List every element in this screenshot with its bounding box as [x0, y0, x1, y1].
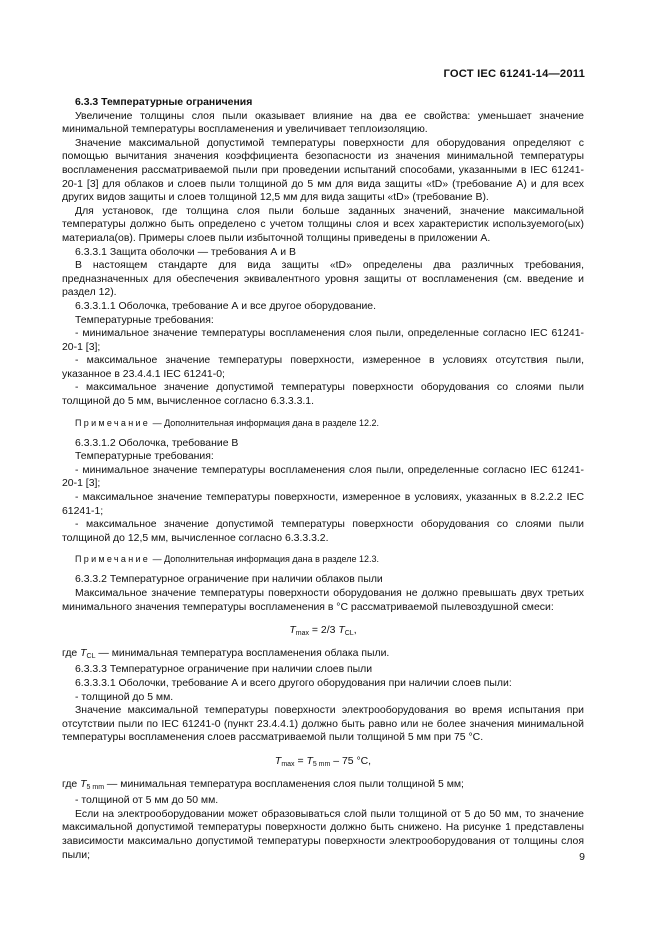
paragraph: Значение максимальной температуры поверхности электрооборудования во время испытания при отсутствии пыли по IEC 61241-0 (пункт 23.4.4.1) должно быть равно или не более значения минимальной температуры воспламенения слоев рассматриваемой пыли толщиной 5 мм при 75 °С.	[62, 705, 584, 744]
paragraph: Значение максимальной допустимой температуры поверхности для оборудования определяют с помощью вычитания значения коэффициента безопасности из значения минимальной температуры воспламенения рассматриваемой пыли при проведении испытаний способами, указанными в IEC 61241-20-1 [3] для облаков и слоев пыли толщиной до 5 мм для вида защиты «tD» (требование А) и для всех других видов защиты и слоев толщиной 12,5 мм для вида защиты «tD» (требование В).	[62, 137, 584, 204]
paragraph: Температурные требования:	[75, 451, 214, 463]
formula-explanation: где $T_{5 mm}$ — минимальная температура воспламенения слоя пыли толщиной 5 мм;	[62, 778, 464, 791]
paragraph: Увеличение толщины слоя пыли оказывает влияние на два ее свойства: уменьшает значение минимальной температуры воспламенения и увеличивает теплоизоляцию.	[62, 110, 584, 136]
note-text: — Дополнительная информация дана в разделе 12.2.	[152, 417, 380, 428]
note-text: — Дополнительная информация дана в разделе 12.3.	[152, 554, 380, 565]
note	[62, 553, 584, 565]
formula-tmax-layer: $T_{max} = T_{5 mm} - 75$ °С,	[274, 755, 372, 768]
list-item: - максимальное значение допустимой температуры поверхности оборудования со слоями пыли толщиной до 12,5 мм, вычисленное согласно 6.3.3.3.2.	[62, 519, 584, 544]
subsection-heading: 6.3.3.3.1 Оболочки, требование А и всего другого оборудования при наличии слоев пыли:	[75, 677, 512, 689]
list-item: - максимальное значение допустимой температуры поверхности оборудования со слоями пыли толщиной до 5 мм, вычисленное согласно 6.3.3.3.1.	[62, 382, 584, 408]
paragraph: Максимальное значение температуры поверхности оборудования не должно превышать двух третьих минимального значения температуры воспламенения в °С рассматриваемой пылевоздушной смеси:	[62, 588, 584, 613]
subsection-heading: 6.3.3.2 Температурное ограничение при наличии облаков пыли	[75, 574, 383, 586]
note-label: Примечание	[75, 554, 151, 565]
section-heading: 6.3.3 Температурные ограничения	[75, 97, 253, 108]
subsection-heading: 6.3.3.1.1 Оболочка, требование А и все другое оборудование.	[75, 300, 377, 312]
subsection-heading: 6.3.3.1.2 Оболочка, требование В	[75, 437, 239, 449]
subsection-heading: 6.3.3.3 Температурное ограничение при наличии слоев пыли	[75, 664, 373, 676]
formula-tmax-cloud: $T_{max} = 2/3$ $T_{CL}$,	[289, 625, 357, 638]
list-item: - толщиной до 5 мм.	[75, 691, 174, 703]
paragraph: Температурные требования:	[75, 314, 214, 326]
document-body	[62, 96, 584, 862]
page-number: 9	[579, 851, 585, 863]
document-header: ГОСТ IEC 61241-14—2011	[443, 68, 585, 80]
note	[62, 417, 584, 429]
list-item: - минимальное значение температуры воспламенения слоя пыли, определенные согласно IEC 61241-20-1 [3];	[62, 464, 584, 490]
list-item: - минимальное значение температуры воспламенения слоя пыли, определенные согласно IEC 61241-20-1 [3];	[62, 328, 584, 353]
formula-explanation: где $T_{CL}$ — минимальная температура воспламенения облака пыли.	[62, 647, 390, 660]
paragraph: Для установок, где толщина слоя пыли больше заданных значений, значение максимальной температуры должно быть определено с учетом толщины слоя и всех характеристик используемого(ых) материала(ов). Примеры слоев пыли избыточной толщины приведены в приложении А.	[62, 205, 584, 244]
paragraph: Если на электрооборудовании может образовываться слой пыли толщиной от 5 до 50 мм, то значение максимальной допустимой температуры поверхности должно быть снижено. На рисунке 1 представлены зависимости максимально допустимой температуры поверхности электрооборудования от толщины слоя пыли;	[62, 808, 584, 861]
note-label: Примечание	[75, 417, 151, 428]
list-item: - максимальное значение температуры поверхности, измеренное в условиях отсутствия пыли, указанное в 23.4.4.1 IEC 61241-0;	[62, 355, 584, 380]
list-item: - толщиной от 5 мм до 50 мм.	[75, 795, 219, 807]
list-item: - максимальное значение температуры поверхности, измеренное в условиях, указанных в 8.2.2.2 IEC 61241-1;	[62, 492, 584, 517]
subsection-heading: 6.3.3.1 Защита оболочки — требования А и В	[75, 246, 296, 258]
paragraph: В настоящем стандарте для вида защиты «tD» определены два различных требования, предназначенных для обеспечения эквивалентного уровня защиты от воспламенения (см. введение и раздел 12).	[62, 260, 584, 299]
